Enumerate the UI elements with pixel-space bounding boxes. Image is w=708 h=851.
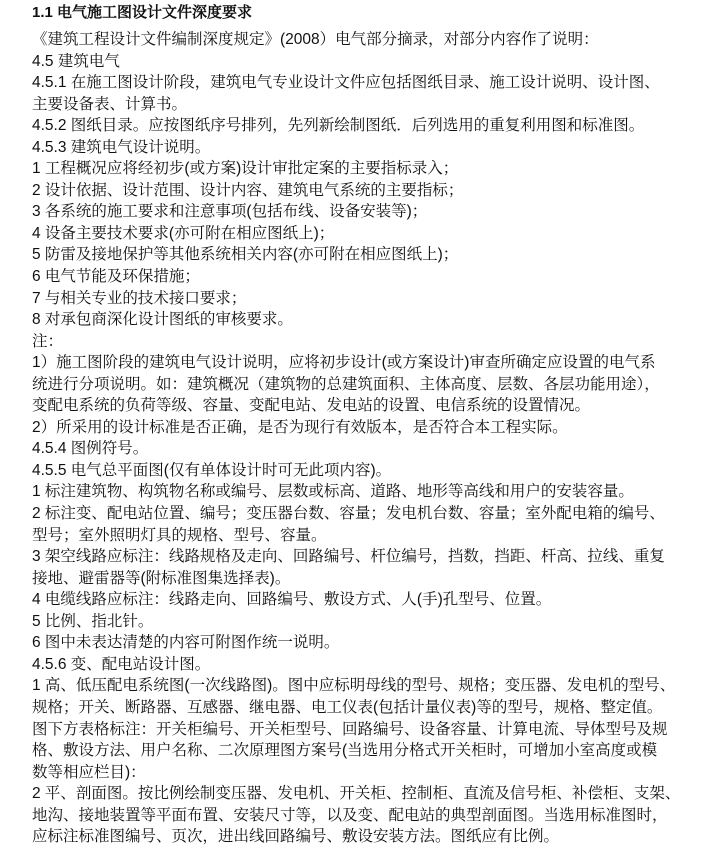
text-line: 4 设备主要技术要求(亦可附在相应图纸上)； [32,224,335,242]
text-line: 《建筑工程设计文件编制深度规定》(2008）电气部分摘录，对部分内容作了说明： [32,31,599,48]
text-line: 应标注标准图编号、页次，进出线回路编号、敷设安装方法。图纸应有比例。 [32,828,560,846]
text-line: 6 电气节能及环保措施； [32,268,200,286]
text-line: 4 电缆线路应标注：线路走向、回路编号、敷设方式、人(手)孔型号、位置。 [32,591,552,609]
text-line: 3 架空线路应标注：线路规格及走向、回路编号、杆位编号，挡数，挡距、杆高、拉线、重复 [32,548,665,566]
text-line: 7 与相关专业的技术接口要求； [32,289,247,307]
text-line: 4.5.4 图例符号。 [32,440,149,458]
text-line: 4.5 建筑电气 [32,52,120,70]
text-line: 统进行分项说明。如：建筑概况（建筑物的总建筑面积、主体高度、层数、各层功能用途）， [32,375,660,393]
text-line: 规格；开关、断路器、互感器、继电器、电工仪表(包括计量仪表)等的型号，规格、整定值。 [32,698,663,716]
text-line: 1）施工图阶段的建筑电气设计说明，应将初步设计(或方案设计)审查所确定应设置的电气系 [32,354,656,372]
text-line: 2 标注变、配电站位置、编号；变压器台数、容量；发电机台数、容量；室外配电箱的编号、 [32,505,665,523]
text-line: 1 标注建筑物、构筑物名称或编号、层数或标高、道路、地形等高线和用户的安装容量。 [32,483,634,501]
text-line: 变配电系统的负荷等级、容量、变配电站、发电站的设置、电信系统的设置情况。 [32,397,591,415]
text-line: 8 对承包商深化设计图纸的审核要求。 [32,311,293,329]
text-line: 2 平、剖面图。按比例绘制变压器、发电机、开关柜、控制柜、直流及信号柜、补偿柜、支架、 [32,785,681,803]
text-line: 数等相应栏目)： [32,763,146,781]
text-line: 1 工程概况应将经初步(或方案)设计审批定案的主要指标录入； [32,160,459,178]
text-line: 图下方表格标注：开关柜编号、开关柜型号、回路编号、设备容量、计算电流、导体型号及规 [32,720,668,738]
text-line: 2 设计依据、设计范围、设计内容、建筑电气系统的主要指标； [32,181,464,199]
text-line: 5 防雷及接地保护等其他系统相关内容(亦可附在相应图纸上)； [32,246,459,264]
text-line: 4.5.2 图纸目录。应按图纸序号排列，先列新绘制图纸．后列选用的重复利用图和标准图。 [32,117,645,135]
text-line: 1 高、低压配电系统图(一次线路图)。图中应标明母线的型号、规格；变压器、发电机的型号、 [32,677,676,695]
text-line: 接地、避雷器等(附标准图集选择表)。 [32,569,291,587]
text-line: 4.5.1 在施工图设计阶段，建筑电气专业设计文件应包括图纸目录、施工设计说明、设计图、 [32,74,660,92]
text-line: 4.5.3 建筑电气设计说明。 [32,138,211,156]
text-line: 6 图中未表达清楚的内容可附图作统一说明。 [32,634,340,652]
text-line: 型号；室外照明灯具的规格、型号、容量。 [32,526,327,544]
text-line: 注： [32,332,64,350]
text-line: 4.5.5 电气总平面图(仅有单体设计时可无此项内容)。 [32,461,392,479]
document-body [32,29,692,848]
text-line: 2）所采用的设计标准是否正确，是否为现行有效版本，是否符合本工程实际。 [32,418,568,436]
text-line: 地沟、接地装置等平面布置、安装尺寸等，以及变、配电站的典型剖面图。当选用标准图时， [32,806,668,824]
text-line: 5 比例、指北针。 [32,612,154,630]
text-line: 3 各系统的施工要求和注意事项(包括布线、设备安装等)； [32,203,428,221]
text-line: 4.5.6 变、配电站设计图。 [32,655,211,673]
text-line: 格、敷设方法、用户名称、二次原理图方案号(当选用分格式开关柜时，可增加小室高度或模 [32,742,658,760]
section-title: 1.1 电气施工图设计文件深度要求 [32,4,253,21]
text-line: 主要设备表、计算书。 [32,95,188,113]
